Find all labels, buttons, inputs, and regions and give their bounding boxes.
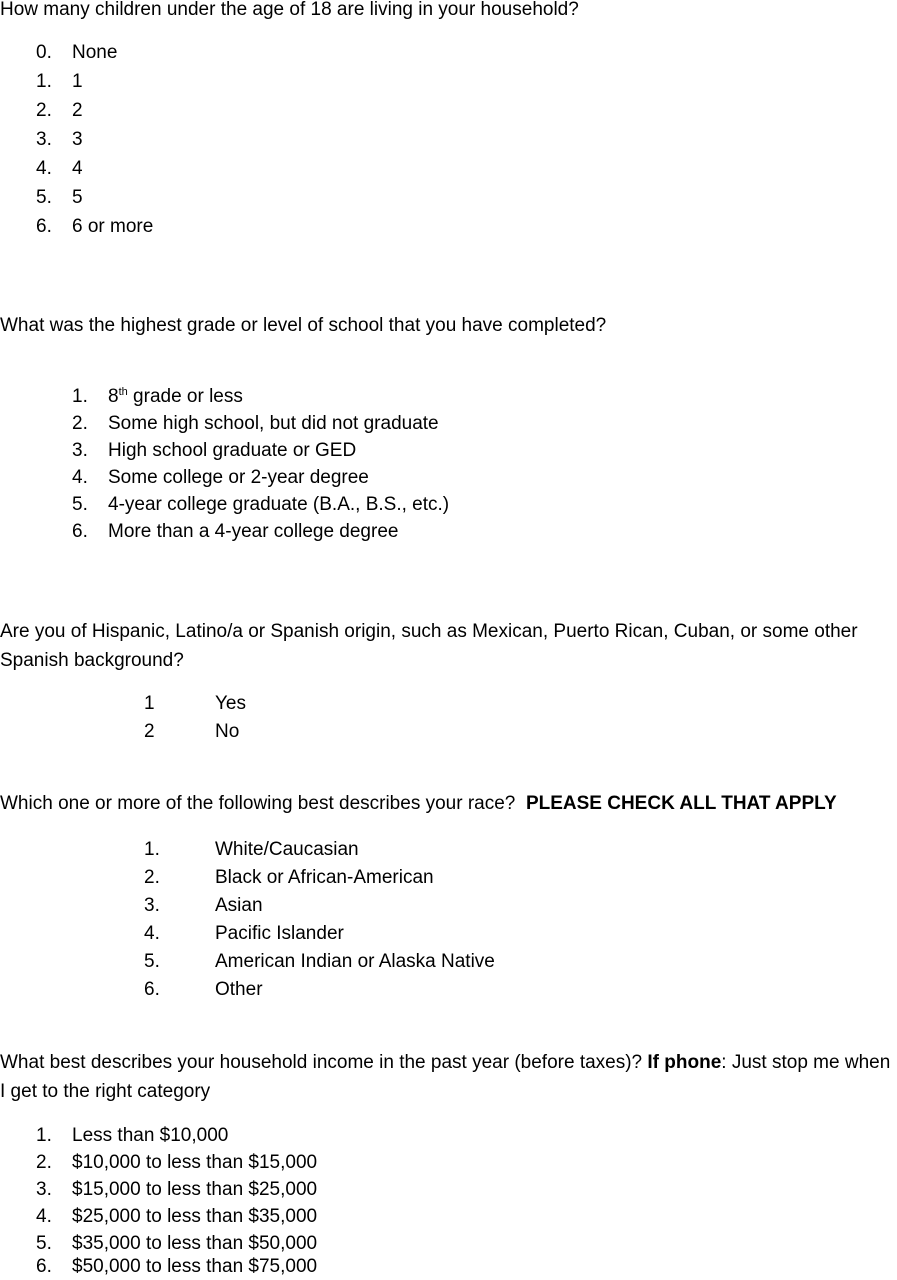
question-income-text: What best describes your household income in the past year (before taxes)? (0, 1052, 643, 1073)
option-label: Other (215, 979, 263, 1000)
option-label: 1 (72, 71, 83, 92)
question-race-instruction: PLEASE CHECK ALL THAT APPLY (525, 793, 837, 814)
option-label: High school graduate or GED (108, 440, 357, 461)
option-number: 2. (36, 100, 52, 121)
option-label: Black or African-American (215, 867, 434, 888)
option-number: 1. (36, 71, 52, 92)
question-income (0, 1048, 897, 1106)
option-label: 3 (72, 129, 83, 150)
option-number: 6. (36, 1256, 52, 1277)
option-label: $25,000 to less than $35,000 (72, 1206, 318, 1227)
option-label: More than a 4-year college degree (108, 521, 399, 542)
option-number: 1. (72, 386, 88, 407)
option-number: 2. (144, 867, 160, 888)
option-label: $35,000 to less than $50,000 (72, 1233, 318, 1254)
option-label: Less than $10,000 (72, 1125, 229, 1146)
option-number: 6. (72, 521, 88, 542)
option-label: American Indian or Alaska Native (215, 951, 495, 972)
option-number: 2. (72, 413, 88, 434)
question-hispanic: Are you of Hispanic, Latino/a or Spanish origin, such as Mexican, Puerto Rican, Cuban, or some other Spanish background? (0, 621, 858, 671)
option-label-prefix: 8 (108, 386, 119, 407)
option-label (108, 384, 243, 410)
option-label: $15,000 to less than $25,000 (72, 1179, 318, 1200)
option-number: 1. (144, 839, 160, 860)
option-number: 0. (36, 42, 52, 63)
option-number: 6. (144, 979, 160, 1000)
option-number: 6. (36, 216, 52, 237)
option-label: Some college or 2-year degree (108, 467, 369, 488)
option-number: 3. (36, 1179, 52, 1200)
option-label-superscript: th (118, 386, 128, 398)
option-number: 4. (36, 158, 52, 179)
option-label: $10,000 to less than $15,000 (72, 1152, 318, 1173)
question-race-text: Which one or more of the following best describes your race? (0, 793, 516, 814)
option-label: White/Caucasian (215, 839, 359, 860)
question-income-phone-text: : Just stop me when I get to the right category (0, 1052, 891, 1102)
option-number: 5. (36, 1233, 52, 1254)
option-label-rest: grade or less (127, 386, 243, 407)
option-number: 3. (144, 895, 160, 916)
option-label: 4-year college graduate (B.A., B.S., etc.) (108, 494, 450, 515)
option-label: None (72, 42, 118, 63)
question-education: What was the highest grade or level of school that you have completed? (0, 315, 607, 336)
option-label: No (215, 721, 240, 742)
option-number: 5. (144, 951, 160, 972)
question-income-phone-label: If phone (647, 1052, 722, 1073)
option-number: 1 (144, 693, 155, 714)
option-number: 5. (72, 494, 88, 515)
option-label: $50,000 to less than $75,000 (72, 1256, 318, 1277)
option-number: 3. (36, 129, 52, 150)
option-label: Yes (215, 693, 246, 714)
option-number: 2 (144, 721, 155, 742)
option-number: 4. (144, 923, 160, 944)
option-label: 2 (72, 100, 83, 121)
option-label: Pacific Islander (215, 923, 344, 944)
option-number: 5. (36, 187, 52, 208)
question-race (0, 794, 837, 813)
option-label: 4 (72, 158, 83, 179)
option-label: 6 or more (72, 216, 154, 237)
question-children: How many children under the age of 18 are living in your household? (0, 0, 579, 20)
option-number: 2. (36, 1152, 52, 1173)
option-number: 4. (72, 467, 88, 488)
option-label: Asian (215, 895, 263, 916)
option-number: 1. (36, 1125, 52, 1146)
option-number: 4. (36, 1206, 52, 1227)
option-label: Some high school, but did not graduate (108, 413, 439, 434)
option-number: 3. (72, 440, 88, 461)
option-label: 5 (72, 187, 83, 208)
